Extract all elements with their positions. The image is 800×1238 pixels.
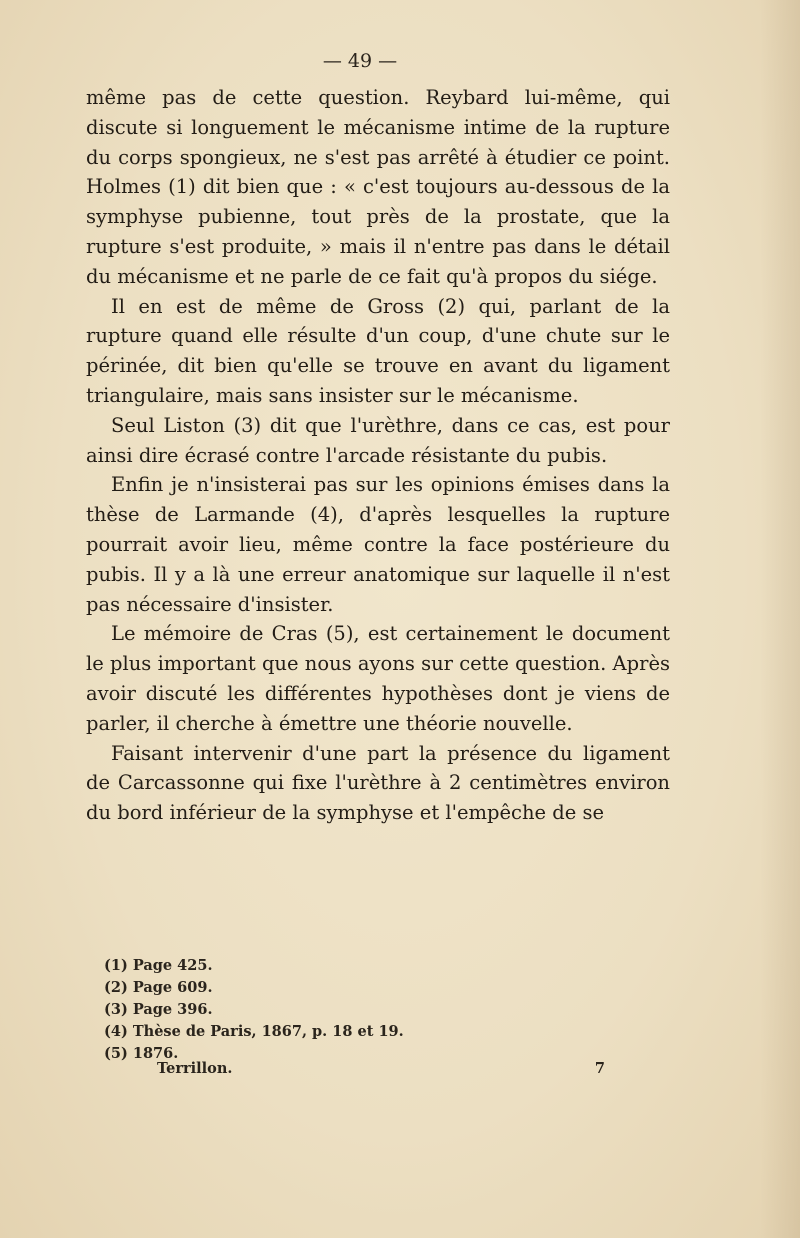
paragraph-1: même pas de cette question. Reybard lui-même, qui discute si longuement le mécanisme intime de la rupture du corps spongieux, ne s'est pas arrêté à étudier ce point. Holmes (1) dit bien que : « c'est toujours au-dessous de la symphyse pubienne, tout près de la prostate, que la rupture s'est produite, » mais il n'entre pas dans le détail du mécanisme et ne parle de ce fait qu'à propos du siége.: [86, 86, 670, 288]
signature-line: [157, 1060, 605, 1077]
page-edge-shadow: [760, 0, 800, 1238]
paragraph-2: Il en est de même de Gross (2) qui, parlant de la rupture quand elle résulte d'un coup, d'une chute sur le périnée, dit bien qu'elle se trouve en avant du ligament triangulaire, mais sans insister sur le mécanisme.: [86, 294, 670, 407]
footnote-4: (4) Thèse de Paris, 1867, p. 18 et 19.: [104, 1023, 404, 1040]
footnote-2: (2) Page 609.: [104, 979, 213, 996]
footnote-5: (5) 1876.: [104, 1045, 179, 1062]
paragraph-6: Faisant intervenir d'une part la présence du ligament de Carcassonne qui fixe l'urèthre à 2 centimètres environ du bord inférieur de la symphyse et l'empêche de se: [86, 741, 670, 825]
footnote-1: (1) Page 425.: [104, 957, 213, 974]
paragraph-4: Enfin je n'insisterai pas sur les opinions émises dans la thèse de Larmande (4), d'après lesquelles la rupture pourrait avoir lieu, même contre la face postérieure du pubis. Il y a là une erreur anatomique sur laquelle il n'est pas nécessaire d'insister.: [86, 473, 670, 616]
paragraph-5: Le mémoire de Cras (5), est certainement le document le plus important que nous ayons sur cette question. Après avoir discuté les différentes hypothèses dont je viens de parler, il cherche à émettre une théorie nouvelle.: [86, 622, 670, 735]
page-number: — 49 —: [322, 50, 398, 72]
paragraph-3: Seul Liston (3) dit que l'urèthre, dans ce cas, est pour ainsi dire écrasé contre l'arcade résistante du pubis.: [86, 413, 670, 467]
footnotes: [104, 955, 624, 1065]
signature-sheet-number: 7: [594, 1060, 605, 1077]
signature-author: Terrillon.: [157, 1060, 233, 1077]
body-text: [86, 83, 670, 828]
footnote-3: (3) Page 396.: [104, 1001, 213, 1018]
